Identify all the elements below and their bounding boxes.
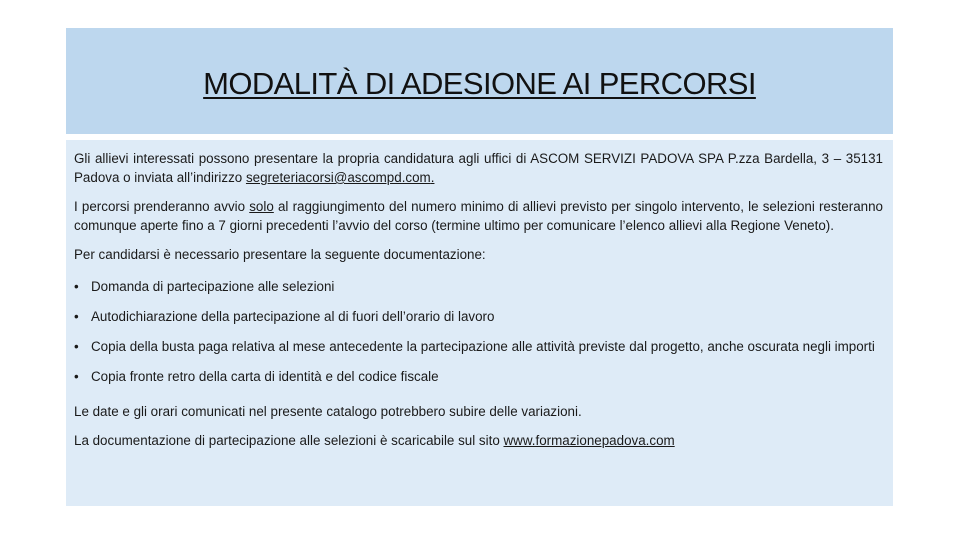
download-text: La documentazione di partecipazione alle selezioni è scaricabile sul sito (74, 433, 504, 448)
content-box (66, 140, 893, 506)
intro-text: Gli allievi interessati possono presentare la propria candidatura agli uffici di ASCOM SERVIZI PADOVA SPA P.zza Bardella, 3 – 35131 Padova o inviata all’indirizzo (74, 151, 883, 185)
list-item-text: Copia della busta paga relativa al mese antecedente la partecipazione alle attività previste dal progetto, anche oscurata negli importi (91, 339, 875, 354)
list-item-text: Domanda di partecipazione alle selezioni (91, 279, 335, 294)
variations-note: Le date e gli orari comunicati nel presente catalogo potrebbero subire delle variazioni. (74, 404, 582, 419)
list-item (74, 337, 883, 356)
start-text-a: I percorsi prenderanno avvio (74, 199, 250, 214)
intro-end: . (430, 170, 435, 185)
bullet-icon: • (74, 339, 79, 354)
download-paragraph (74, 431, 883, 450)
list-item (74, 367, 883, 386)
list-item-text: Copia fronte retro della carta di identità e del codice fiscale (91, 369, 439, 384)
email-link[interactable]: segreteriacorsi@ascompd.com (245, 170, 431, 185)
list-item (74, 277, 883, 296)
solo-emphasis: solo (249, 199, 274, 214)
documents-intro: Per candidarsi è necessario presentare la seguente documentazione: (74, 247, 486, 262)
bullet-icon: • (74, 279, 79, 294)
bullet-icon: • (74, 369, 79, 384)
list-item-text: Autodichiarazione della partecipazione al di fuori dell’orario di lavoro (91, 309, 495, 324)
start-text-b: al raggiungimento del numero minimo di allievi previsto per singolo intervento, le selezioni resteranno comunque aperte fino a 7 giorni precedenti l’avvio del corso (termine ultimo per comunicare l’elenco allievi alla Regione Veneto). (74, 199, 883, 233)
start-conditions-paragraph (74, 197, 883, 235)
list-item (74, 307, 883, 326)
title-band (66, 28, 893, 134)
page-title: MODALITÀ DI ADESIONE AI PERCORSI (203, 66, 756, 101)
bullet-icon: • (74, 309, 79, 324)
intro-paragraph (74, 149, 883, 187)
website-link[interactable]: www.formazionepadova.com (503, 433, 675, 448)
documents-list (74, 277, 883, 386)
